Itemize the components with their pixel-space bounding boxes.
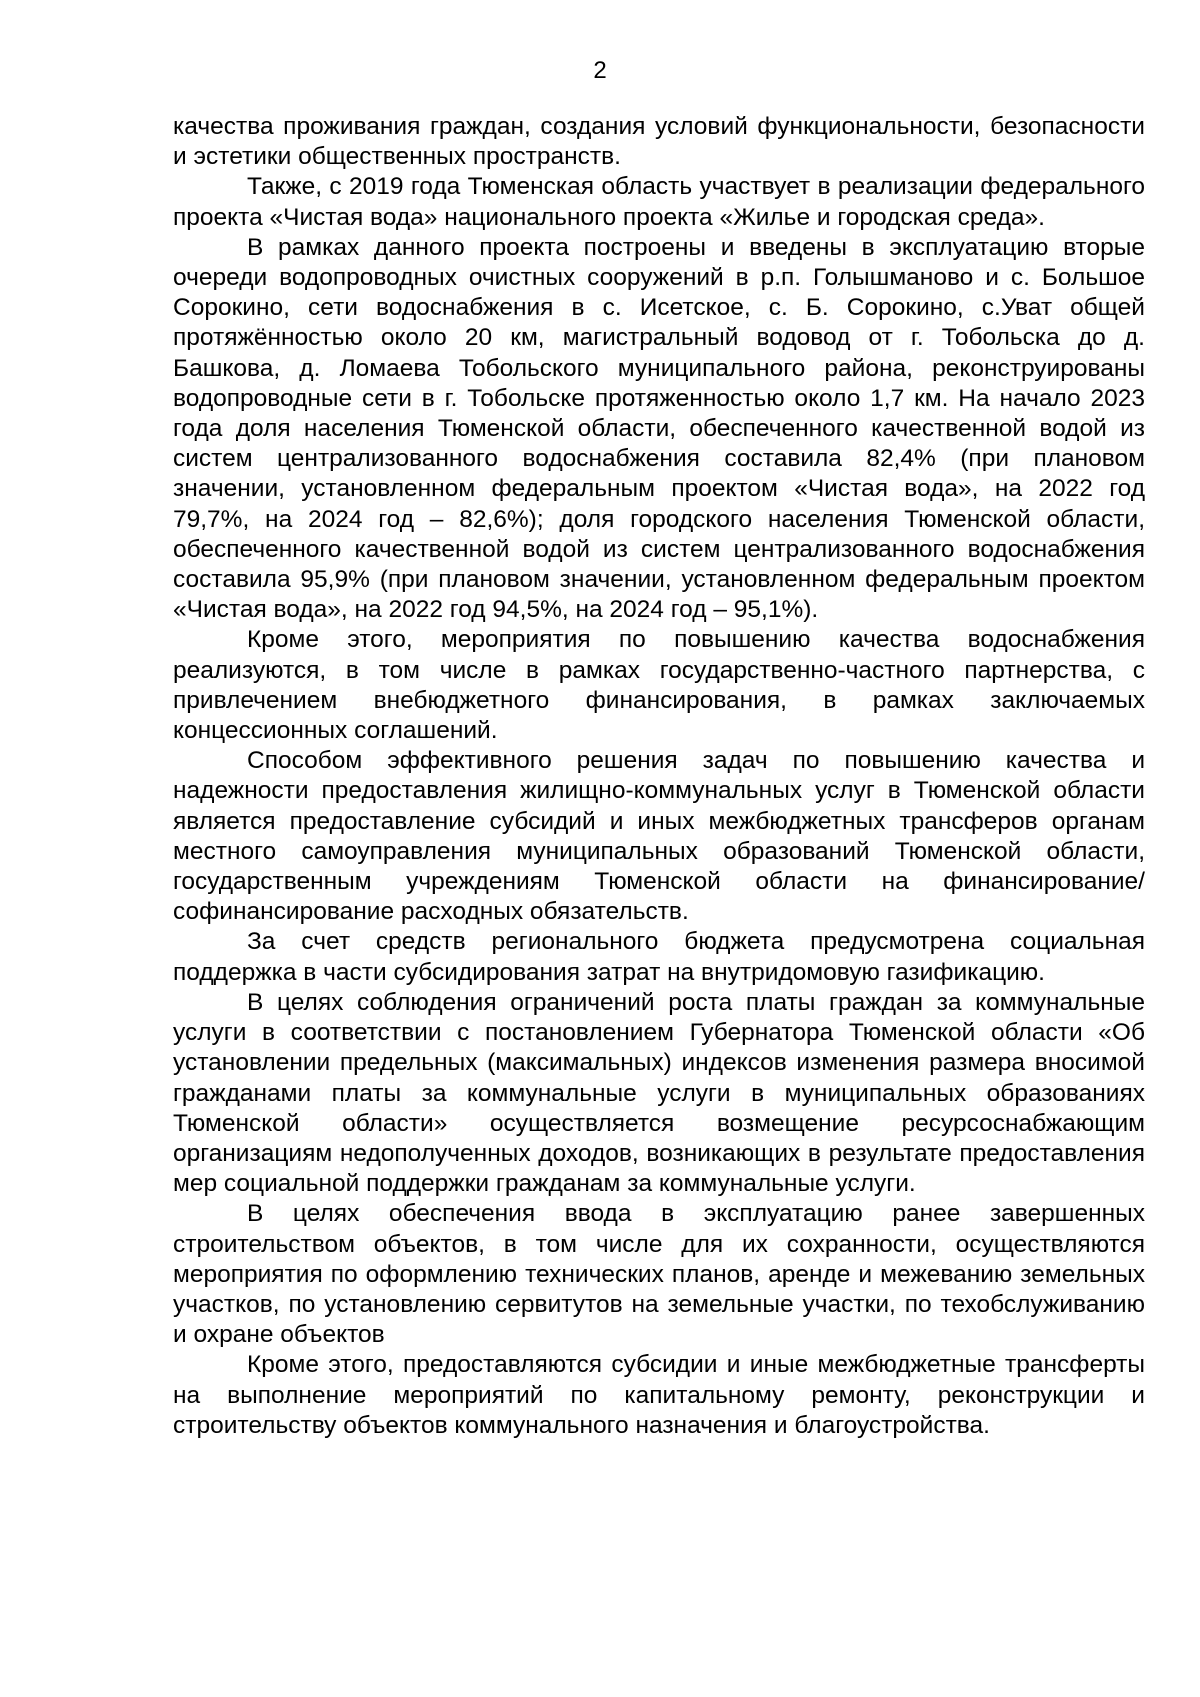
paragraph-8: В целях обеспечения ввода в эксплуатацию ранее завершенных строительством объектов, в том числе для их сохранности, осуществляются мероприятия по оформлению технических планов, аренде и межеванию земельных участков, по установлению сервитутов на земельные участки, по техобслуживанию и охране объектов <box>173 1200 1145 1349</box>
paragraph-4: Кроме этого, мероприятия по повышению качества водоснабжения реализуются, в том числе в рамках государственно-частного партнерства, с привлечением внебюджетного финансирования, в рамках заключаемых концессионных соглашений. <box>173 626 1145 745</box>
page-number: 2 <box>593 57 607 84</box>
paragraph-7: В целях соблюдения ограничений роста платы граждан за коммунальные услуги в соответствии с постановлением Губернатора Тюменской области «Об установлении предельных (максимальных) индексов изменения размера вносимой гражданами платы за коммунальные услуги в муниципальных образованиях Тюменской области» осуществляется возмещение ресурсоснабжающим организациям недополученных доходов, возникающих в результате предоставления мер социальной поддержки гражданам за коммунальные услуги. <box>173 988 1145 1198</box>
paragraph-6: За счет средств регионального бюджета предусмотрена социальная поддержка в части субсидирования затрат на внутридомовую газификацию. <box>173 928 1145 986</box>
document-body <box>173 112 1145 1441</box>
paragraph-9: Кроме этого, предоставляются субсидии и иные межбюджетные трансферты на выполнение мероприятий по капитальному ремонту, реконструкции и строительству объектов коммунального назначения и благоустройства. <box>173 1351 1145 1439</box>
paragraph-1: качества проживания граждан, создания условий функциональности, безопасности и эстетики общественных пространств. <box>173 113 1145 171</box>
paragraph-5: Способом эффективного решения задач по повышению качества и надежности предоставления жилищно-коммунальных услуг в Тюменской области является предоставление субсидий и иных межбюджетных трансферов органам местного самоуправления муниципальных образований Тюменской области, государственным учреждениям Тюменской области на финансирование/софинансирование расходных обязательств. <box>173 747 1145 926</box>
paragraph-2: Также, с 2019 года Тюменская область участвует в реализации федерального проекта «Чистая вода» национального проекта «Жилье и городская среда». <box>173 173 1145 231</box>
paragraph-3: В рамках данного проекта построены и введены в эксплуатацию вторые очереди водопроводных очистных сооружений в р.п. Голышманово и с. Большое Сорокино, сети водоснабжения в с. Исетское, с. Б. Сорокино, с.Уват общей протяжённостью около 20 км, магистральный водовод от г. Тобольска до д. Башкова, д. Ломаева Тобольского муниципального района, реконструированы водопроводные сети в г. Тобольске протяженностью около 1,7 км. На начало 2023 года доля населения Тюменской области, обеспеченного качественной водой из систем централизованного водоснабжения составила 82,4% (при плановом значении, установленном федеральным проектом «Чистая вода», на 2022 год 79,7%, на 2024 год – 82,6%); доля городского населения Тюменской области, обеспеченного качественной водой из систем централизованного водоснабжения составила 95,9% (при плановом значении, установленном федеральным проектом «Чистая вода», на 2022 год 94,5%, на 2024 год – 95,1%). <box>173 233 1145 624</box>
